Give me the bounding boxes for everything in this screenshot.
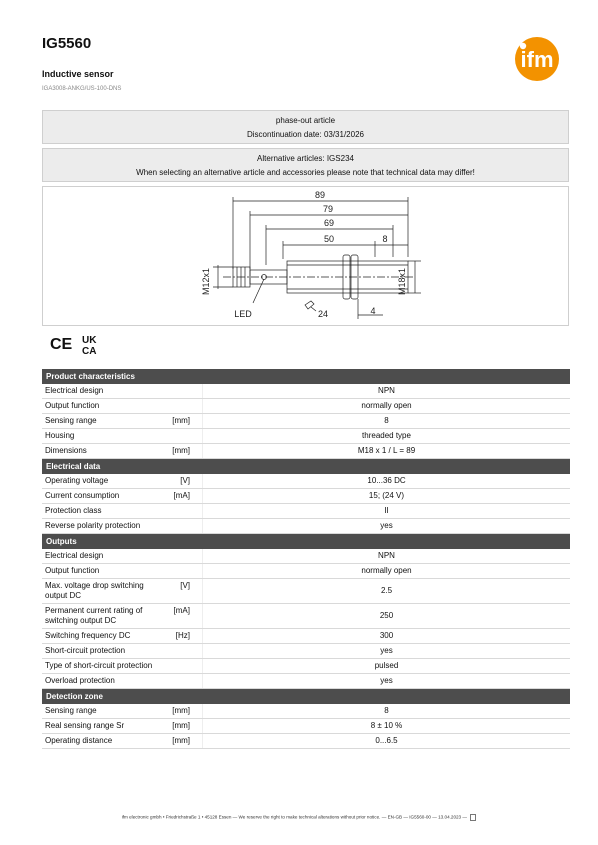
row-label: Overload protection	[45, 676, 115, 685]
phaseout-line2: Discontinuation date: 03/31/2026	[247, 130, 364, 139]
table-row	[42, 444, 570, 459]
row-value: M18 x 1 / L = 89	[202, 444, 570, 458]
row-unit: [mm]	[172, 706, 190, 715]
page-icon	[470, 814, 476, 821]
section-header: Electrical data	[42, 459, 570, 474]
row-value: 2.5	[202, 579, 570, 603]
table-row	[42, 384, 570, 399]
phaseout-notice	[42, 110, 569, 144]
alternative-line2: When selecting an alternative article and accessories please note that technical data may differ!	[136, 168, 475, 177]
row-unit	[165, 644, 192, 658]
table-row	[42, 579, 570, 604]
row-value: yes	[202, 519, 570, 533]
row-unit: [mA]	[173, 606, 190, 615]
row-value: pulsed	[202, 659, 570, 673]
section-header: Product characteristics	[42, 369, 570, 384]
table-row	[42, 504, 570, 519]
row-value: II	[202, 504, 570, 518]
row-label: Operating voltage	[45, 476, 109, 485]
table-row	[42, 674, 570, 689]
table-row	[42, 474, 570, 489]
dim-4: 4	[370, 306, 376, 316]
row-unit: [V]	[180, 476, 190, 485]
row-label: Protection class	[45, 506, 102, 515]
footer-text: ifm electronic gmbh • Friedrichstraße 1 • 45128 Essen — We reserve the right to make technical alterations without prior notice. — EN-GB — IG5560-00 — 13.04.2023 —	[121, 814, 467, 820]
row-value: 10...36 DC	[202, 474, 570, 488]
table-row	[42, 519, 570, 534]
row-value: 0...6.5	[202, 734, 570, 748]
row-value: yes	[202, 674, 570, 688]
section-header: Outputs	[42, 534, 570, 549]
logo-text: ifm	[520, 47, 554, 72]
table-row	[42, 604, 570, 629]
phaseout-line1: phase-out article	[275, 116, 336, 125]
table-row	[42, 489, 570, 504]
row-unit	[165, 519, 192, 533]
table-row	[42, 429, 570, 444]
m18-label: M18x1	[397, 267, 407, 295]
row-value: normally open	[202, 399, 570, 413]
dim-8: 8	[382, 234, 388, 244]
ukca-mark-top: UK	[82, 335, 97, 346]
dim-89: 89	[314, 190, 326, 200]
row-value: 250	[202, 604, 570, 628]
row-label: Permanent current rating of switching output DC	[45, 606, 143, 625]
m12-label: M12x1	[201, 267, 211, 295]
ifm-logo	[508, 36, 566, 82]
table-row	[42, 564, 570, 579]
row-value: yes	[202, 644, 570, 658]
row-unit: [mm]	[172, 736, 190, 745]
row-unit	[165, 504, 192, 518]
alternative-notice	[42, 148, 569, 182]
certification-marks	[50, 333, 110, 362]
table-row	[42, 719, 570, 734]
alternative-line1: Alternative articles: IGS234	[257, 154, 354, 163]
row-label: Reverse polarity protection	[45, 521, 141, 530]
product-code: IGA3008-ANKG/US-100-DNS	[42, 86, 122, 92]
row-label: Max. voltage drop switching output DC	[45, 581, 144, 600]
row-unit: [mm]	[172, 416, 190, 425]
ukca-mark-bottom: CA	[82, 346, 97, 357]
dimension-drawing	[42, 186, 569, 326]
table-row	[42, 734, 570, 749]
led-label: LED	[234, 309, 252, 319]
dim-69: 69	[323, 218, 335, 228]
row-value: normally open	[202, 564, 570, 578]
row-label: Type of short-circuit protection	[45, 661, 153, 670]
row-label: Electrical design	[45, 551, 104, 560]
footer	[0, 814, 598, 821]
table-row	[42, 549, 570, 564]
table-row	[42, 659, 570, 674]
row-value: NPN	[202, 384, 570, 398]
row-unit: [mA]	[173, 491, 190, 500]
dim-79: 79	[322, 204, 334, 214]
table-row	[42, 414, 570, 429]
row-unit: [V]	[180, 581, 190, 590]
row-label: Electrical design	[45, 386, 104, 395]
table-row	[42, 399, 570, 414]
row-label: Real sensing range Sr	[45, 721, 125, 730]
table-row	[42, 704, 570, 719]
dim-50: 50	[323, 234, 335, 244]
ce-mark: CE	[50, 336, 73, 353]
row-value: 8 ± 10 %	[202, 719, 570, 733]
wrench-size: 24	[317, 309, 329, 319]
row-label: Switching frequency DC	[45, 631, 131, 640]
row-value: 8	[202, 414, 570, 428]
row-unit: [mm]	[172, 446, 190, 455]
row-label: Sensing range	[45, 706, 97, 715]
row-label: Sensing range	[45, 416, 97, 425]
row-value: 15; (24 V)	[202, 489, 570, 503]
row-unit	[165, 429, 192, 443]
row-unit	[165, 659, 192, 673]
row-label: Output function	[45, 566, 100, 575]
row-label: Dimensions	[45, 446, 87, 455]
product-subtitle: Inductive sensor	[42, 69, 114, 79]
section-header: Detection zone	[42, 689, 570, 704]
row-unit	[165, 549, 192, 563]
row-value: 8	[202, 704, 570, 718]
row-label: Short-circuit protection	[45, 646, 126, 655]
row-label: Housing	[45, 431, 75, 440]
page-title: IG5560	[42, 35, 92, 52]
row-label: Output function	[45, 401, 100, 410]
row-value: 300	[202, 629, 570, 643]
row-label: Operating distance	[45, 736, 113, 745]
row-unit	[165, 674, 192, 688]
row-unit	[165, 384, 192, 398]
row-unit	[165, 564, 192, 578]
spec-table	[42, 369, 570, 749]
row-value: NPN	[202, 549, 570, 563]
row-unit: [mm]	[172, 721, 190, 730]
table-row	[42, 644, 570, 659]
table-row	[42, 629, 570, 644]
row-unit: [Hz]	[175, 631, 190, 640]
row-unit	[165, 399, 192, 413]
row-label: Current consumption	[45, 491, 120, 500]
row-value: threaded type	[202, 429, 570, 443]
